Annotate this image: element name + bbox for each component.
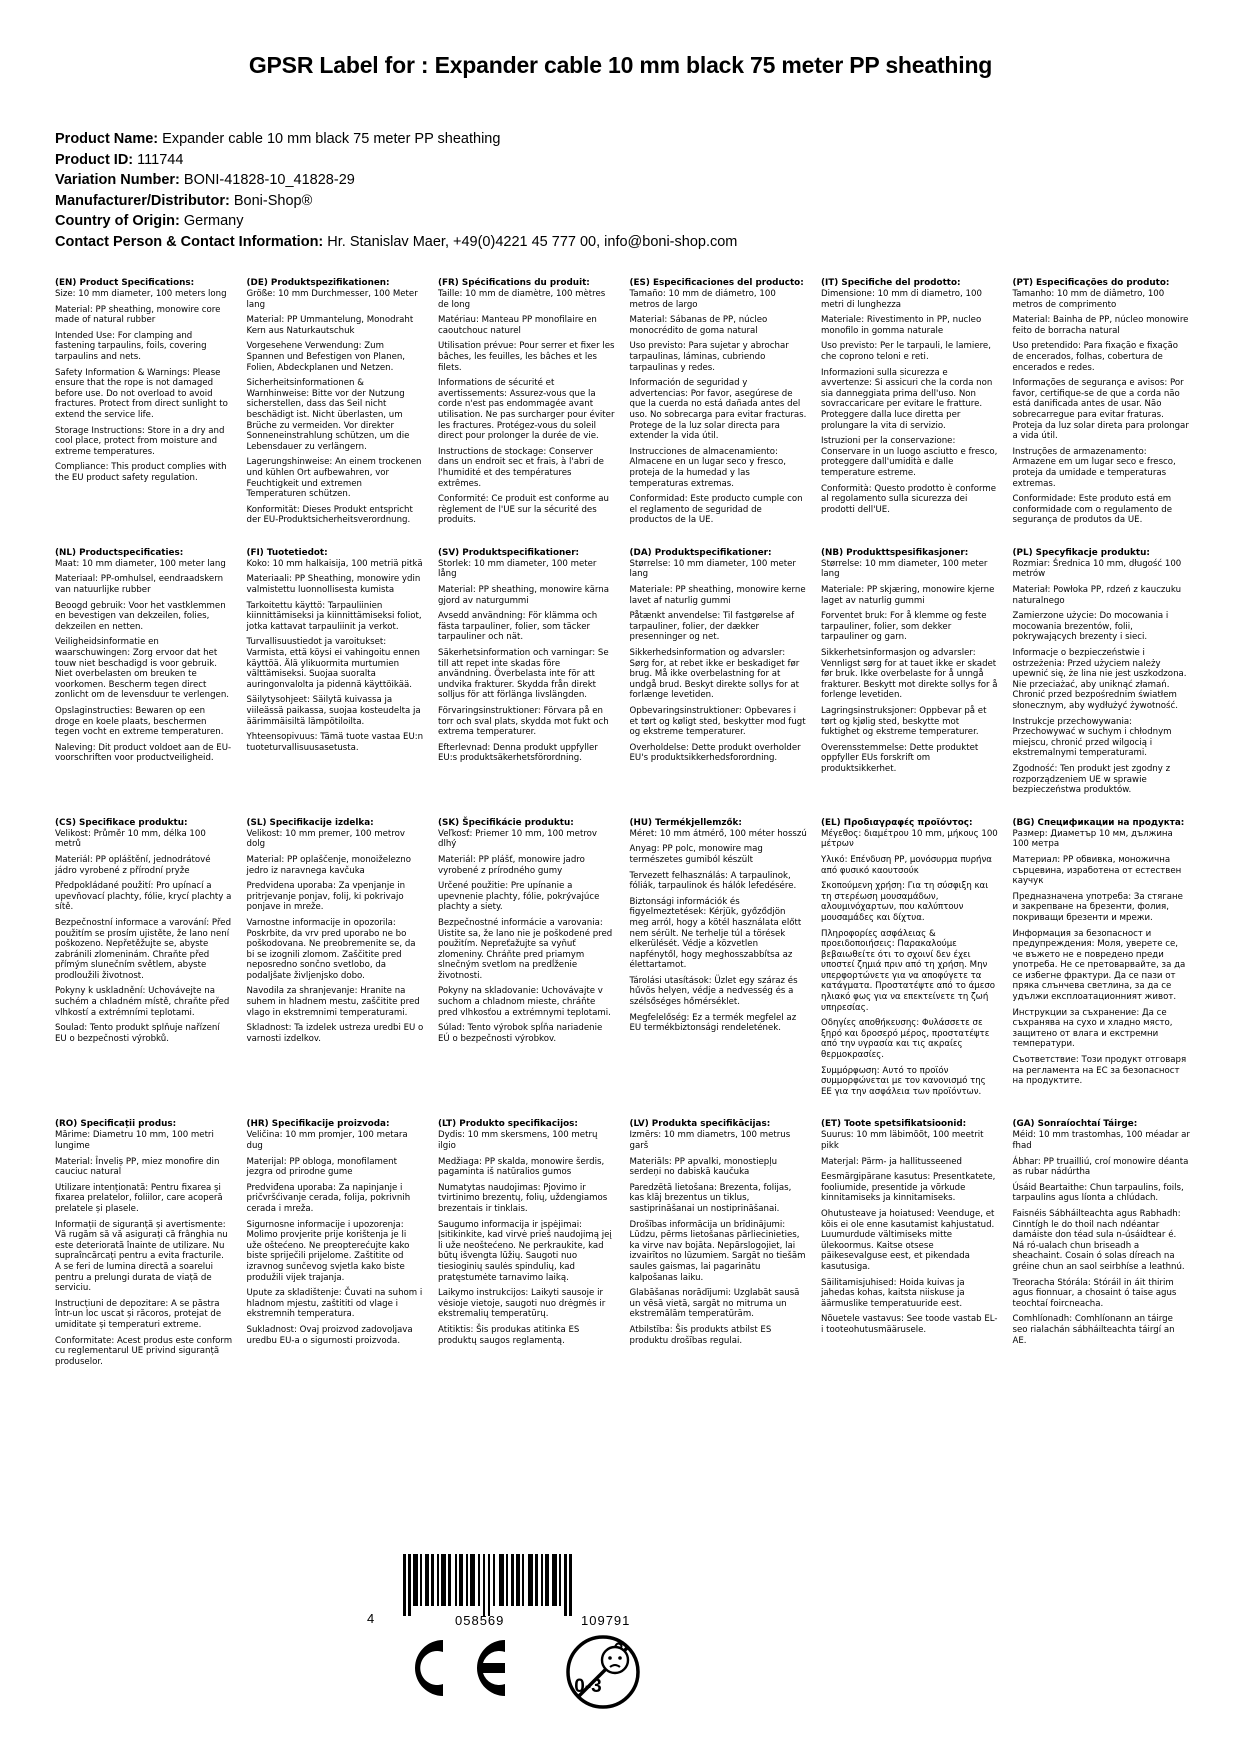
language-paragraph: Materiāls: PP apvalki, monostiepļu serdeņi no dabiskā kaučuka bbox=[629, 1156, 778, 1178]
language-heading: (EN) Product Specifications: bbox=[55, 278, 195, 288]
language-paragraph: Predviđena uporaba: Za napinjanje i pričvršćivanje cerada, folija, pokrivnih cerada i mreža. bbox=[246, 1182, 411, 1214]
language-paragraph: Материал: РР обвивка, моножична сърцевина, изработена от естествен каучук bbox=[1012, 854, 1182, 887]
language-block-es bbox=[630, 278, 808, 548]
language-paragraph: Atbilstība: Šis produkts atbilst ES produktu drošības regulai. bbox=[629, 1324, 772, 1346]
language-paragraph: Material: Bainha de PP, núcleo monowire feito de borracha natural bbox=[1012, 315, 1189, 336]
language-paragraph: Storage Instructions: Store in a dry and cool place, protect from moisture and extreme temperatures. bbox=[55, 425, 225, 457]
language-paragraph: Méid: 10 mm trastomhas, 100 méadar ar fhad bbox=[1012, 1130, 1190, 1151]
language-paragraph: Varnostne informacije in opozorila: Poskrbite, da vrv pred uporabo ne bo poškodovana. Ne preobremenite se, da bi se izognili zlomom. Zaščitite pred neposredno sončno svetlobo, da podaljšate življenjsko dobo. bbox=[246, 917, 416, 981]
language-block-lt bbox=[438, 1119, 616, 1389]
barcode-right-group: 109791 bbox=[581, 1613, 631, 1628]
language-paragraph: Zgodność: Ten produkt jest zgodny z rozporządzeniem UE w sprawie bezpieczeństwa produktów. bbox=[1012, 763, 1171, 796]
language-paragraph: Avsedd användning: För klämma och fästa tarpauliner, folier, som täcker tarpauliner och nät. bbox=[438, 611, 598, 643]
language-paragraph: Material: Înveliș PP, miez monofire din cauciuc natural bbox=[55, 1156, 220, 1178]
language-paragraph: Ábhar: PP truailliú, croí monowire déanta as rubar nádúrtha bbox=[1012, 1156, 1189, 1178]
meta-row bbox=[55, 129, 1241, 150]
language-paragraph: Eesmärgipärane kasutus: Presentkatete, fooliumide, presentide ja võrkude kinnitamiseks ja kinnitamiseks. bbox=[821, 1172, 996, 1204]
language-paragraph: Navodila za shranjevanje: Hranite na suhem in hladnem mestu, zaščitite pred vlago in ekstremnimi temperaturami. bbox=[246, 986, 420, 1018]
language-paragraph: Velikost: Průměr 10 mm, délka 100 metrů bbox=[55, 828, 206, 850]
meta-row bbox=[55, 170, 1241, 191]
language-paragraph: Sikkerhedsinformation og advarsler: Sørg for, at rebet ikke er beskadiget før brug. Må ikke overbelastning for at undgå brud. Beskyt direkte sollys for at forlænge levetiden. bbox=[629, 648, 800, 701]
meta-label: Variation Number: bbox=[55, 172, 180, 188]
language-heading: (ES) Especificaciones del producto: bbox=[629, 278, 804, 288]
language-heading: (CS) Specifikace produktu: bbox=[55, 817, 188, 828]
language-block-pt bbox=[1013, 278, 1191, 548]
language-block-sk bbox=[438, 818, 616, 1120]
language-paragraph: Tamaño: 10 mm de diámetro, 100 metros de largo bbox=[629, 289, 776, 310]
language-paragraph: Comhlíonadh: Comhlíonann an táirge seo rialachán sábháilteachta táirgí an AE. bbox=[1012, 1314, 1175, 1346]
footer-marks-area bbox=[0, 1544, 1241, 1754]
language-heading: (SK) Špecifikácie produktu: bbox=[438, 817, 574, 828]
language-paragraph: Instrukcje przechowywania: Przechowywać w suchym i chłodnym miejscu, chronić przed wilgocią i ekstremalnymi temperaturami. bbox=[1012, 716, 1172, 759]
language-paragraph: Faisnéis Sábháilteachta agus Rabhadh: Cinntígh le do thoil nach ndéantar damáiste don téad sula n-úsáidtear é. Ná ró-ualach chun briseadh a sheachaint. Cosain ó solas díreach na gréine chun an saol seirbhíse a leathnú. bbox=[1012, 1208, 1185, 1272]
language-block-lv bbox=[630, 1119, 808, 1389]
meta-row bbox=[55, 191, 1241, 212]
language-paragraph: Materiale: PP skjæring, monowire kjerne laget av naturlig gummi bbox=[821, 585, 995, 606]
language-paragraph: Size: 10 mm diameter, 100 meters long bbox=[55, 289, 227, 299]
language-paragraph: Intended Use: For clamping and fastening tarpaulins, foils, covering tarpaulins and nets. bbox=[55, 330, 207, 362]
language-paragraph: Mărime: Diametru 10 mm, 100 metri lungime bbox=[55, 1130, 214, 1151]
language-paragraph: Compliance: This product complies with the EU product safety regulation. bbox=[55, 462, 227, 483]
language-paragraph: Informacje o bezpieczeństwie i ostrzeżenia: Przed użyciem należy upewnić się, że lina nie jest uszkodzona. Nie przeciażać, aby uniknąć złamań. Chronić przed bezpośrednim światłem słonecznym, aby wydłużyć żywotność. bbox=[1012, 648, 1187, 711]
meta-row bbox=[55, 150, 1241, 171]
language-paragraph: Safety Information & Warnings: Please ensure that the rope is not damaged before use. Do not overload to avoid fractures. Protect from direct sunlight to extend the service life. bbox=[55, 367, 228, 420]
language-paragraph: Bezpečnostné informácie a varovania: Uistite sa, že lano nie je poškodené pred použitím. Nepreťažujte sa vyňuť zlomeniny. Chráňte pred priamym slnečným svetlom na predĺženie životnosti. bbox=[438, 917, 613, 981]
meta-value: BONI-41828-10_41828-29 bbox=[179, 172, 355, 188]
language-paragraph: Conformité: Ce produit est conforme au règlement de l'UE sur la sécurité des produits. bbox=[438, 494, 609, 526]
language-paragraph: Размер: Диаметър 10 мм, дължина 100 метра bbox=[1012, 828, 1173, 850]
language-paragraph: Pokyny k uskladnění: Uchovávejte na suchém a chladném místě, chraňte před vlhkostí a extrémními teplotami. bbox=[55, 986, 230, 1018]
language-paragraph: Velikost: 10 mm premer, 100 metrov dolg bbox=[246, 828, 405, 850]
language-paragraph: Soulad: Tento produkt splňuje nařízení EU o bezpečnosti výrobků. bbox=[55, 1023, 220, 1044]
language-paragraph: Säilitamisjuhised: Hoida kuivas ja jahedas kohas, kaitsta niiskuse ja äärmuslike temperatuuride eest. bbox=[821, 1277, 965, 1309]
language-paragraph: Material: PP Ummantelung, Monodraht Kern aus Naturkautschuk bbox=[246, 315, 414, 336]
meta-label: Country of Origin: bbox=[55, 213, 180, 229]
language-paragraph: Størrelse: 10 mm diameter, 100 meter lang bbox=[821, 558, 988, 580]
language-paragraph: Konformität: Dieses Produkt entspricht der EU-Produktsicherheitsverordnung. bbox=[246, 504, 413, 526]
language-paragraph: Instrucciones de almacenamiento: Almacene en un lugar seco y fresco, proteja de la humedad y las temperaturas extremas. bbox=[629, 446, 786, 489]
meta-label: Product Name: bbox=[55, 131, 159, 147]
language-paragraph: Nõuetele vastavus: See toode vastab EL-i tooteohutusmäärusele. bbox=[821, 1314, 998, 1335]
meta-value: Expander cable 10 mm black 75 meter PP sheathing bbox=[158, 131, 501, 147]
meta-label: Contact Person & Contact Information: bbox=[55, 233, 324, 250]
language-paragraph: Treoracha Stórála: Stóráil in áit thirim agus fionnuar, a chosaint ó taise agus teochtaí foircneacha. bbox=[1012, 1277, 1177, 1309]
language-paragraph: Opslaginstructies: Bewaren op een droge en koele plaats, beschermen tegen vocht en extreme temperaturen. bbox=[55, 706, 224, 738]
language-block-fi bbox=[247, 548, 425, 818]
product-meta-block bbox=[0, 79, 1241, 252]
language-paragraph: Información de seguridad y advertencias: Por favor, asegúrese de que la cuerda no está dañada antes del uso. No sobrecarga para evitar fracturas. Protege de la luz solar directa para extender la vida útil. bbox=[629, 378, 807, 442]
language-paragraph: Koko: 10 mm halkaisija, 100 metriä pitkä bbox=[246, 558, 423, 569]
language-block-ro bbox=[55, 1119, 233, 1389]
language-paragraph: Anyag: PP polc, monowire mag természetes gumiból készült bbox=[629, 844, 763, 865]
meta-row bbox=[55, 211, 1241, 232]
language-paragraph: Material: PP oplaščenje, monoiželezno jedro iz naravnega kavčuka bbox=[246, 854, 411, 876]
language-paragraph: Instructions de stockage: Conserver dans un endroit sec et frais, à l'abri de l'humidité et des températures extrêmes. bbox=[438, 446, 604, 489]
language-paragraph: Materiál: PP opláštění, jednodrátové jádro vyrobené z přírodní pryže bbox=[55, 854, 211, 876]
barcode bbox=[367, 1554, 695, 1628]
language-paragraph: Utilisation prévue: Pour serrer et fixer les bâches, les feuilles, les bâches et les filets. bbox=[438, 341, 615, 373]
barcode-guard-bar bbox=[569, 1554, 572, 1616]
language-paragraph: Istruzioni per la conservazione: Conservare in un luogo asciutto e fresco, proteggere dall'umidità e dalle temperature estreme. bbox=[821, 436, 998, 478]
language-block-nl bbox=[55, 548, 233, 818]
language-heading: (PL) Specyfikacje produktu: bbox=[1012, 547, 1150, 558]
language-paragraph: Informações de segurança e avisos: Por favor, certifique-se de que a corda não está danificada antes de usar. Não sobrecarregue para evitar fraturas. Proteja da luz solar direta para prolongar a vida útil. bbox=[1012, 378, 1189, 442]
language-paragraph: Tamanho: 10 mm de diâmetro, 100 metros de comprimento bbox=[1012, 289, 1165, 310]
language-paragraph: Matériau: Manteau PP monofilaire en caoutchouc naturel bbox=[438, 315, 597, 336]
language-heading: (NL) Productspecificaties: bbox=[55, 547, 184, 558]
language-block-de bbox=[247, 278, 425, 548]
language-paragraph: Dydis: 10 mm skersmens, 100 metrų ilgio bbox=[438, 1130, 598, 1151]
language-heading: (LT) Produkto specifikacijos: bbox=[438, 1119, 578, 1130]
language-heading: (EL) Προδιαγραφές προϊόντος: bbox=[821, 817, 973, 828]
language-paragraph: Materiale: Rivestimento in PP, nucleo monofilo in gomma naturale bbox=[821, 315, 982, 336]
language-heading: (DA) Produktspecifikationer: bbox=[629, 547, 772, 558]
language-paragraph: Conformidad: Este producto cumple con el reglamento de seguridad de productos de la UE. bbox=[629, 494, 803, 526]
language-paragraph: Sikkerhetsinformasjon og advarsler: Vennligst sørg for at tauet ikke er skadet før bruk. Ikke overbelaste for å unngå frakturer. Beskytt mot direkte sollys for å forlenge levetiden. bbox=[821, 648, 998, 701]
language-paragraph: Tervezett felhasználás: A tarpaulinok, fóliák, tarpaulinok és hálók lefedésére. bbox=[629, 870, 797, 892]
language-paragraph: Méret: 10 mm átmérő, 100 méter hosszú bbox=[629, 828, 807, 839]
language-paragraph: Информация за безопасност и предупреждения: Моля, уверете се, че въжето не е повредено преди употреба. Не се претоварвайте, за да се избегне фрактури. Да се пази от пряка слънчева светлина, за да се удължи експлоатационният живот. bbox=[1012, 928, 1186, 1003]
language-paragraph: Efterlevnad: Denna produkt uppfyller EU:s produktsäkerhetsförordning. bbox=[438, 742, 598, 764]
language-heading: (RO) Specificații produs: bbox=[55, 1119, 177, 1130]
language-block-bg bbox=[1013, 818, 1191, 1120]
language-block-nb bbox=[821, 548, 999, 818]
language-paragraph: Ohutusteave ja hoiatused: Veenduge, et köis ei ole enne kasutamist kahjustatud. Luumurdude vältimiseks mitte ülekoormus. Kaitse otsese päikesevalguse eest, et pikendada kasutusiga. bbox=[821, 1208, 995, 1272]
language-paragraph: Materiaali: PP Sheathing, monowire ydin valmistettu luonnollisesta kumista bbox=[246, 574, 421, 596]
language-paragraph: Beoogd gebruik: Voor het vastklemmen en bevestigen van dekzeilen, folies, dekzeilen en netten. bbox=[55, 600, 226, 632]
language-paragraph: Tárolási utasítások: Üzlet egy száraz és hűvös helyen, védje a nedvesség és a szélsőséges hőmérséklet. bbox=[629, 975, 798, 1008]
language-paragraph: Suurus: 10 mm läbimõõt, 100 meetrit pikk bbox=[821, 1130, 984, 1151]
language-paragraph: Upute za skladištenje: Čuvati na suhom i hladnom mjestu, zaštititi od vlage i ekstremnih temperatura. bbox=[246, 1288, 423, 1320]
language-paragraph: Предназначена употреба: За стягане и закрепване на брезенти, фолия, покриващи брезенти и мрежи. bbox=[1012, 891, 1183, 923]
language-paragraph: Συμμόρφωση: Αυτό το προϊόν συμμορφώνεται με τον κανονισμό της ΕΕ για την ασφάλεια των προϊόντων. bbox=[821, 1065, 986, 1097]
language-paragraph: Material: Sábanas de PP, núcleo monocrédito de goma natural bbox=[629, 315, 768, 336]
language-paragraph: Biztonsági információk és figyelmeztetések: Kérjük, győződjön meg arról, hogy a kötél használata előtt nem sérült. Ne terhelje túl a törések elkerülését. Védje a közvetlen napfénytől, hogy meghosszabbítsa az élettartamot. bbox=[629, 896, 802, 971]
language-paragraph: Material: PP sheathing, monowire kärna gjord av naturgummi bbox=[438, 585, 609, 606]
language-paragraph: Conformità: Questo prodotto è conforme al regolamento sulla sicurezza dei prodotti dell'UE. bbox=[821, 483, 996, 515]
meta-row bbox=[55, 232, 1241, 253]
language-paragraph: Uso previsto: Para sujetar y abrochar tarpaulinas, láminas, cubriendo tarpaulinas y redes. bbox=[629, 341, 789, 373]
page-title: GPSR Label for : Expander cable 10 mm black 75 meter PP sheathing bbox=[248, 52, 993, 78]
language-paragraph: Forventet bruk: For å klemme og feste tarpauliner, folier, som dekker tarpauliner og garn. bbox=[821, 611, 987, 643]
language-paragraph: Materiał: Powłoka PP, rdzeń z kauczuku naturalnego bbox=[1012, 585, 1182, 606]
language-paragraph: Numatytas naudojimas: Pjovimo ir tvirtinimo brezentų, folių, uždengiamos brezentais ir tinklais. bbox=[438, 1182, 608, 1214]
language-paragraph: Påtænkt anvendelse: Til fastgørelse af tarpauliner, folier, der dækker presenninger og net. bbox=[629, 611, 795, 643]
language-block-hu bbox=[630, 818, 808, 1120]
language-paragraph: Lagringsinstruksjoner: Oppbevar på et tørt og kjølig sted, beskytte mot fuktighet og ekstreme temperaturer. bbox=[821, 706, 987, 738]
language-paragraph: Paredzētā lietošana: Brezenta, folijas, kas klāj brezentus un tiklus, sastiprināšanai un nostiprināšanai. bbox=[629, 1182, 792, 1214]
language-paragraph: Medžiaga: PP skalda, monowire šerdis, pagaminta iš natūralios gumos bbox=[438, 1156, 605, 1178]
language-heading: (FI) Tuotetiedot: bbox=[246, 547, 328, 558]
language-heading: (BG) Спецификации на продукта: bbox=[1012, 817, 1185, 828]
language-paragraph: Maat: 10 mm diameter, 100 meter lang bbox=[55, 558, 226, 569]
language-paragraph: Turvallisuustiedot ja varoitukset: Varmista, että köysi ei vahingoitu ennen käyttöä. Älä ylikuormita murtumien välttämiseksi. Suojaa suoralta auringonvalolta ja pidennä käyttöikää. bbox=[246, 637, 420, 690]
language-block-sv bbox=[438, 548, 616, 818]
language-paragraph: Förvaringsinstruktioner: Förvara på en torr och sval plats, skydda mot fukt och extrema temperaturer. bbox=[438, 706, 609, 738]
age-warning-label: 0-3 bbox=[574, 1676, 602, 1697]
barcode-left-group: 058569 bbox=[455, 1613, 505, 1628]
language-block-it bbox=[821, 278, 999, 548]
language-paragraph: Taille: 10 mm de diamètre, 100 mètres de long bbox=[438, 289, 606, 310]
meta-value: Hr. Stanislav Maer, +49(0)4221 45 777 00, info@boni-shop.com bbox=[323, 233, 738, 250]
language-paragraph: Materijal: PP obloga, monofilament jezgra od prirodne gume bbox=[246, 1156, 397, 1178]
language-paragraph: Materiál: PP plášť, monowire jadro vyrobené z prírodného gumy bbox=[438, 854, 585, 876]
language-paragraph: Bezpečnostní informace a varování: Před použitím se prosím ujistěte, že lano není poškozeno. Nepřetěžujte se, abyste zabránili zlomeninám. Chraňte před přímým slunečním světlem, abyste prodloužili životnost. bbox=[55, 917, 232, 981]
language-paragraph: Uso previsto: Per le tarpauli, le lamiere, che coprono teloni e reti. bbox=[821, 341, 991, 362]
meta-label: Product ID: bbox=[55, 151, 134, 168]
language-paragraph: Úsáid Beartaithe: Chun tarpaulins, foils, tarpaulins agus líonta a chlúdach. bbox=[1012, 1182, 1184, 1204]
language-specification-grid bbox=[55, 278, 1190, 1389]
barcode-bars-area bbox=[367, 1554, 695, 1628]
ce-mark-icon bbox=[397, 1632, 517, 1708]
language-paragraph: Sicherheitsinformationen & Warnhinweise: Bitte vor der Nutzung sicherstellen, dass das Seil nicht beschädigt ist. Nicht überlasten, um Brüche zu vermeiden. Vor direkter Sonneneinstrahlung schützen, um die Lebensdauer zu verlängern. bbox=[246, 378, 410, 452]
language-paragraph: Sigurnosne informacije i upozorenja: Molimo provjerite prije korištenja je li uže oštećeno. Ne preopterećujte kako biste spriječili prijelome. Zaštitite od izravnog sunčevog svjetla kako biste produžili vijek trajanja. bbox=[246, 1219, 410, 1283]
language-paragraph: Megfelelőség: Ez a termék megfelel az EU termékbiztonsági rendeletének. bbox=[629, 1012, 797, 1034]
language-paragraph: Saugumo informacija ir įspėjimai: Įsitikinkite, kad virvė prieš naudojimą jeį li uže neoštećeno. Ne perkraukite, kad būtų išvengta lūžių. Saugoti nuo tiesioginių saulės spindulių, kad pratęstumėte tarnavimo laiką. bbox=[438, 1219, 612, 1283]
language-paragraph: Utilizare intenționată: Pentru fixarea și fixarea prelatelor, foliilor, care acoperă prelatele și plasele. bbox=[55, 1182, 223, 1214]
language-paragraph: Pokyny na skladovanie: Uchovávajte v suchom a chladnom mieste, chráňte pred vlhkosťou a extrémnymi teplotami. bbox=[438, 986, 611, 1018]
language-paragraph: Predvidena uporaba: Za vpenjanje in pritrjevanje ponjav, folij, ki pokrivajo ponjave in mreže. bbox=[246, 881, 406, 913]
language-paragraph: Zamierzone użycie: Do mocowania i mocowania brezentów, folii, pokrywających brezenty i sieci. bbox=[1012, 611, 1169, 643]
language-paragraph: Veľkosť: Priemer 10 mm, 100 metrov dlhý bbox=[438, 828, 598, 850]
barcode-lead-digit: 4 bbox=[367, 1611, 375, 1626]
language-heading: (IT) Specifiche del prodotto: bbox=[821, 278, 961, 288]
language-paragraph: Yhteensopivuus: Tämä tuote vastaa EU:n tuoteturvallisuusasetusta. bbox=[246, 732, 424, 753]
language-paragraph: Storlek: 10 mm diameter, 100 meter lång bbox=[438, 558, 597, 580]
language-paragraph: Größe: 10 mm Durchmesser, 100 Meter lang bbox=[246, 289, 418, 310]
language-paragraph: Material: PP sheathing, monowire core made of natural rubber bbox=[55, 304, 221, 326]
language-heading: (NB) Produkttspesifikasjoner: bbox=[821, 547, 969, 558]
language-paragraph: Materjal: Pärm- ja hallitusseened bbox=[821, 1156, 962, 1167]
language-paragraph: Съответствие: Този продукт отговаря на регламента на ЕС за безопасност на продуктите. bbox=[1012, 1055, 1187, 1087]
language-paragraph: Veličina: 10 mm promjer, 100 metara dug bbox=[246, 1130, 408, 1151]
language-paragraph: Súlad: Tento výrobok spĺňa nariadenie EÚ o bezpečnosti výrobkov. bbox=[438, 1023, 603, 1044]
language-paragraph: Säilytysohjeet: Säilytä kuivassa ja viileässä paikassa, suojaa kosteudelta ja äärimmäisiltä lämpötiloilta. bbox=[246, 695, 421, 727]
language-paragraph: Υλικό: Επένδυση PP, μονόσυρμα πυρήνα από φυσικό καουτσούκ bbox=[821, 854, 992, 876]
language-paragraph: Overensstemmelse: Dette produktet oppfyller EUs forskrift om produktsikkerhet. bbox=[821, 742, 979, 774]
language-paragraph: Overholdelse: Dette produkt overholder EU's produktsikkerhedsforordning. bbox=[629, 742, 801, 764]
language-paragraph: Informazioni sulla sicurezza e avvertenze: Si assicuri che la corda non sia danneggiata prima dell'uso. Non sovraccaricare per evitare le fratture. Proteggere dalla luce diretta per prolungare la vita di servizio. bbox=[821, 367, 993, 431]
language-block-pl bbox=[1013, 548, 1191, 818]
language-block-cs bbox=[55, 818, 233, 1120]
language-paragraph: Atitiktis: Šis produkas atitinka ES produktų saugos reglamentą. bbox=[438, 1324, 580, 1346]
language-block-sl bbox=[247, 818, 425, 1120]
language-paragraph: Rozmiar: Średnica 10 mm, długość 100 metrów bbox=[1012, 558, 1182, 580]
language-paragraph: Lagerungshinweise: An einem trockenen und kühlen Ort aufbewahren, vor Feuchtigkeit und extremen Temperaturen schützen. bbox=[246, 457, 422, 500]
language-paragraph: Předpokládané použití: Pro upínací a upevňovací plachty, fólie, krycí plachty a sítě. bbox=[55, 881, 232, 913]
language-block-da bbox=[630, 548, 808, 818]
language-heading: (LV) Produkta specifikācijas: bbox=[629, 1119, 771, 1130]
language-paragraph: Skladnost: Ta izdelek ustreza uredbi EU o varnosti izdelkov. bbox=[246, 1023, 424, 1044]
language-paragraph: Dimensione: 10 mm di diametro, 100 metri di lunghezza bbox=[821, 289, 982, 310]
language-paragraph: Οδηγίες αποθήκευσης: Φυλάσσετε σε ξηρό και δροσερό μέρος, προστατέψτε από την υγρασία και τις ακραίες θερμοκρασίες. bbox=[821, 1018, 990, 1061]
language-paragraph: Izmērs: 10 mm diametrs, 100 metrus garš bbox=[629, 1130, 791, 1151]
language-heading: (GA) Sonraíochtaí Táirge: bbox=[1012, 1119, 1138, 1130]
language-heading: (SL) Specifikacije izdelka: bbox=[246, 817, 374, 828]
language-block-fr bbox=[438, 278, 616, 548]
meta-value: Germany bbox=[179, 213, 244, 229]
language-heading: (PT) Especificações do produto: bbox=[1012, 278, 1170, 288]
language-paragraph: Instruções de armazenamento: Armazene em um lugar seco e fresco, proteja da umidade e temperaturas extremas. bbox=[1012, 446, 1176, 489]
language-paragraph: Σκοπούμενη χρήση: Για τη σύσφιξη και τη στερέωση μουσαμάδων, αλουμινόχαρτων, που καλύπτουν μουσαμάδες και δίχτυα. bbox=[821, 881, 989, 923]
language-paragraph: Opbevaringsinstruktioner: Opbevares i et tørt og køligt sted, beskytter mod fugt og ekstreme temperaturer. bbox=[629, 706, 806, 738]
language-paragraph: Säkerhetsinformation och varningar: Se till att repet inte skadas före användning. Överbelasta inte för att undvika frakturer. Skydda från direkt solljus för att förlänga livslängden. bbox=[438, 648, 609, 701]
language-paragraph: Vorgesehene Verwendung: Zum Spannen und Befestigen von Planen, Folien, Abdeckplanen und Netzen. bbox=[246, 341, 406, 373]
language-heading: (HU) Termékjellemzők: bbox=[629, 817, 742, 828]
language-paragraph: Conformitate: Acest produs este conform cu reglementarul UE privind siguranță produselor. bbox=[55, 1335, 233, 1367]
language-paragraph: Informații de siguranță și avertismente: Vă rugăm să vă asigurați că frânghia nu este deteriorată înainte de utilizare. Nu supraîncărcați pentru a evita fracturile. A se feri de lumina directă a soarelui pentru a prelungi durata de viață de serviciu. bbox=[55, 1219, 228, 1294]
language-paragraph: Инструкции за съхранение: Да се съхранява на сухо и хладно място, защитено от влага и екстремни температури. bbox=[1012, 1007, 1173, 1050]
age-warning-0-3-icon bbox=[565, 1634, 641, 1714]
language-paragraph: Conformidade: Este produto está em conformidade com o regulamento de segurança de produtos da UE. bbox=[1012, 494, 1173, 526]
language-paragraph: Určené použitie: Pre upínanie a upevnenie plachty, fólie, pokrývajúce plachty a siety. bbox=[438, 881, 600, 913]
language-block-ga bbox=[1013, 1119, 1191, 1389]
language-paragraph: Glabāšanas norādījumi: Uzglabāt sausā un vēsā vietā, sargāt no mitruma un ekstremālām temperatūrām. bbox=[629, 1288, 800, 1320]
compliance-marks bbox=[385, 1632, 705, 1712]
language-paragraph: Materiaal: PP-omhulsel, eendraadskern van natuurlijke rubber bbox=[55, 574, 224, 596]
language-paragraph: Informations de sécurité et avertissements: Assurez-vous que la corde n'est pas endommagée avant utilisation. Ne pas surcharger pour éviter les fractures. Protégez-vous du soleil direct pour prolonger la durée de vie. bbox=[438, 378, 615, 442]
language-paragraph: Sukladnost: Ovaj proizvod zadovoljava uredbu EU-a o sigurnosti proizvoda. bbox=[246, 1324, 413, 1346]
language-heading: (SV) Produktspecifikationer: bbox=[438, 547, 580, 558]
language-heading: (DE) Produktspezifikationen: bbox=[246, 278, 390, 288]
language-paragraph: Tarkoitettu käyttö: Tarpauliinien kiinnittämiseksi ja kiinnittämiseksi foliot, jotka kattavat tarpauliinit ja verkot. bbox=[246, 600, 422, 632]
language-paragraph: Drošības informācija un brīdinājumi: Lūdzu, pērms lietošanas pārliecinieties, ka virve nav bojāta. Nepārslogojiet, lai izvairītos no lūzumiem. Sargāt no tiešām saules gaismas, lai pagarinātu kalpošanas laiku. bbox=[629, 1219, 806, 1283]
language-heading: (ET) Toote spetsifikatsioonid: bbox=[821, 1119, 967, 1130]
language-paragraph: Μέγεθος: διαμέτρου 10 mm, μήκους 100 μέτρων bbox=[821, 828, 998, 850]
language-block-en bbox=[55, 278, 233, 548]
meta-label: Manufacturer/Distributor: bbox=[55, 192, 230, 209]
language-paragraph: Πληροφορίες ασφάλειας & προειδοποιήσεις: Παρακαλούμε βεβαιωθείτε ότι το σχοινί δεν έχει υποστεί ζημιά πριν από τη χρήση. Μην υπερφορτώνετε για να αποφύγετε τα κατάγματα. Προστατέψτε από το άμεσο ηλιακό φως για να επεκτείνετε τη ζωή υπηρεσίας. bbox=[821, 928, 996, 1013]
meta-value: 111744 bbox=[133, 151, 184, 168]
language-paragraph: Instrucțiuni de depozitare: A se păstra într-un loc uscat și răcoros, protejat de umiditate și temperaturi extreme. bbox=[55, 1298, 222, 1330]
language-paragraph: Størrelse: 10 mm diameter, 100 meter lang bbox=[629, 558, 796, 580]
language-block-el bbox=[821, 818, 999, 1120]
language-heading: (FR) Spécifications du produit: bbox=[438, 278, 590, 288]
barcode-bars bbox=[403, 1554, 572, 1616]
language-paragraph: Uso pretendido: Para fixação e fixação de encerados, folhas, cobertura de encerados e redes. bbox=[1012, 341, 1179, 373]
language-paragraph: Veiligheidsinformatie en waarschuwingen: Zorg ervoor dat het touw niet beschadigd is voor gebruik. Niet overbelasten om breuken te voorkomen. Bescherm tegen direct zonlicht om de levensduur te verlengen. bbox=[55, 637, 230, 701]
language-paragraph: Materiale: PP sheathing, monowire kerne lavet af naturlig gummi bbox=[629, 585, 806, 606]
meta-value: Boni-Shop® bbox=[229, 192, 313, 209]
language-paragraph: Naleving: Dit product voldoet aan de EU-voorschriften voor productveiligheid. bbox=[55, 742, 232, 764]
language-heading: (HR) Specifikacije proizvoda: bbox=[246, 1119, 390, 1130]
language-block-hr bbox=[247, 1119, 425, 1389]
language-paragraph: Laikymo instrukcijos: Laikyti sausoje ir vėsioje vietoje, saugoti nuo drėgmės ir ekstremalių temperatūrų. bbox=[438, 1288, 606, 1320]
language-block-et bbox=[821, 1119, 999, 1389]
